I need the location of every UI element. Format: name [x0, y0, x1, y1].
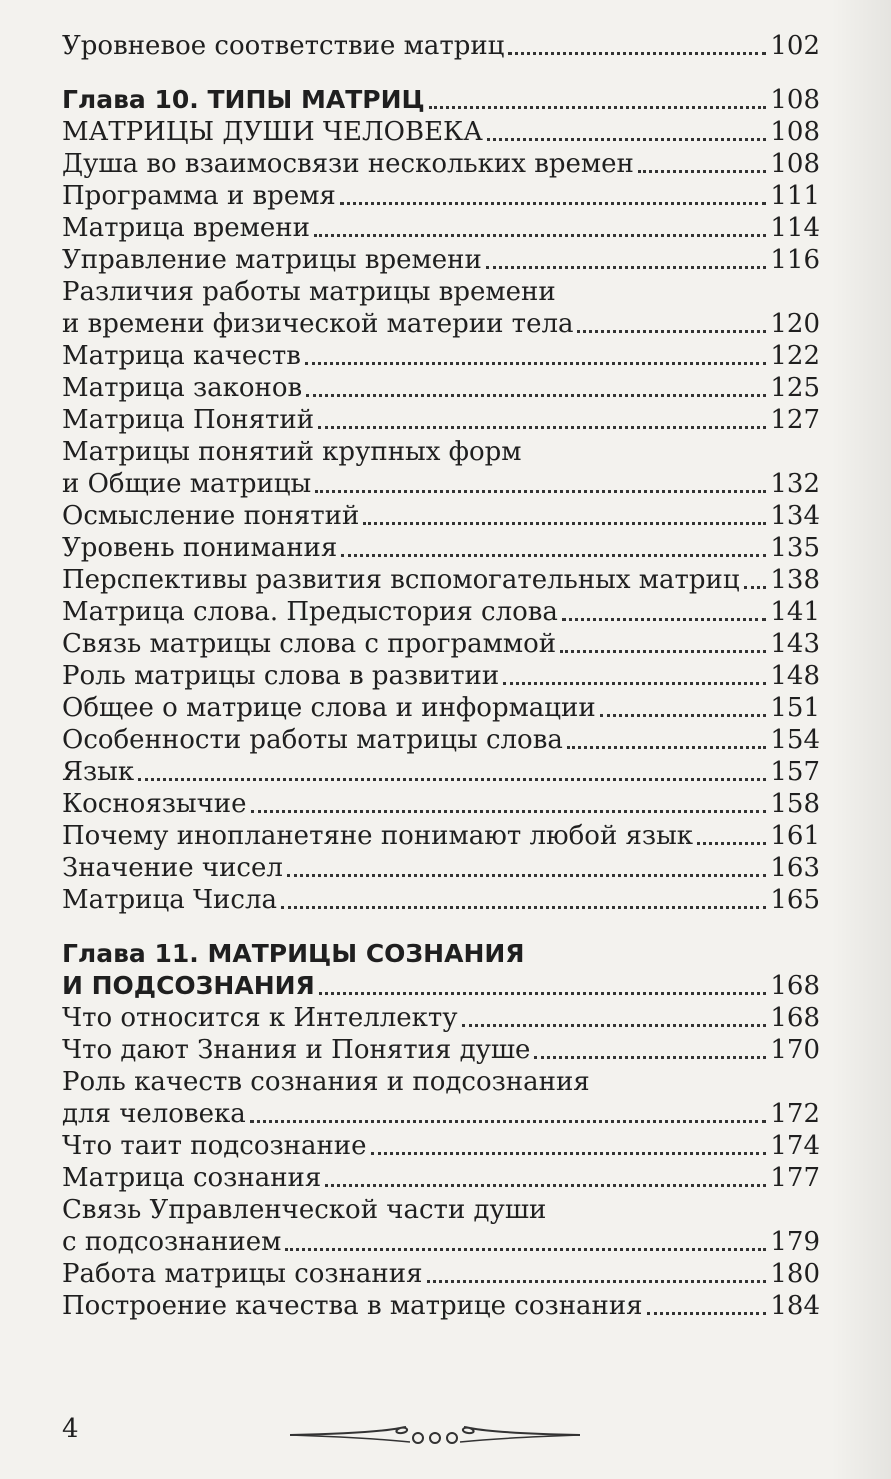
toc-entry-title: Матрица сознания: [62, 1163, 322, 1193]
toc-entry-title: Матрица законов: [62, 373, 303, 403]
dot-leader: [363, 522, 766, 525]
dot-leader: [314, 234, 766, 237]
toc-entry: [62, 180, 820, 212]
dot-leader: [287, 874, 766, 877]
dot-leader: [503, 682, 766, 685]
toc-page-number: 157: [770, 757, 820, 787]
toc-page-number: 174: [770, 1131, 820, 1161]
section-gap: [62, 62, 820, 84]
ornament-divider-icon: [290, 1420, 580, 1450]
toc-page-number: 168: [770, 1003, 820, 1033]
toc-entry: [62, 596, 820, 628]
toc-entry: [62, 532, 820, 564]
dot-leader: [744, 586, 767, 589]
toc-page-number: 143: [770, 629, 820, 659]
toc-page-number: 168: [770, 971, 820, 1001]
toc-entry: [62, 340, 820, 372]
toc-entry: [62, 308, 820, 340]
toc-entry: [62, 244, 820, 276]
dot-leader: [318, 426, 766, 429]
toc-entry: [62, 1290, 820, 1322]
dot-leader: [340, 202, 767, 205]
toc-entry: [62, 1226, 820, 1258]
toc-entry: [62, 692, 820, 724]
dot-leader: [562, 618, 766, 621]
toc-page-number: 125: [770, 373, 820, 403]
toc-entry-title-line: Различия работы матрицы времени: [62, 277, 556, 307]
dot-leader: [560, 650, 766, 653]
chapter-entry: [62, 84, 820, 116]
toc-page-number: 154: [770, 725, 820, 755]
toc-page-number: 141: [770, 597, 820, 627]
toc-entry-title: Матрица Числа: [62, 885, 277, 915]
dot-leader: [285, 1248, 766, 1251]
toc-entry-title: Что дают Знания и Понятия душе: [62, 1035, 531, 1065]
toc-entry-title: Общее о матрице слова и информации: [62, 693, 596, 723]
toc-page-number: 138: [770, 565, 820, 595]
dot-leader: [600, 714, 767, 717]
chapter-title: Глава 10. ТИПЫ МАТРИЦ: [62, 85, 425, 114]
toc-entry-title: Уровень понимания: [62, 533, 338, 563]
toc-entry-title: Матрица Понятий: [62, 405, 315, 435]
dot-leader: [251, 810, 767, 813]
dot-leader: [427, 1280, 767, 1283]
toc-entry: [62, 148, 820, 180]
dot-leader: [250, 1120, 767, 1123]
toc-entry: [62, 372, 820, 404]
chapter-heading-line: Глава 11. МАТРИЦЫ СОЗНАНИЯ: [62, 939, 525, 968]
dot-leader: [305, 362, 766, 365]
dot-leader: [306, 394, 766, 397]
toc-entry: [62, 30, 820, 62]
toc-page-number: 108: [770, 149, 820, 179]
toc-entry-title: Душа во взаимосвязи нескольких времен: [62, 149, 634, 179]
toc-entry-title: Роль матрицы слова в развитии: [62, 661, 500, 691]
toc-page-number: 108: [770, 85, 820, 115]
toc-entry-title: МАТРИЦЫ ДУШИ ЧЕЛОВЕКА: [62, 117, 483, 147]
toc-entry: [62, 1034, 820, 1066]
chapter-entry: [62, 970, 820, 1002]
toc-entry-title: Язык: [62, 757, 135, 787]
toc-entry-title: Значение чисел: [62, 853, 283, 883]
dot-leader: [371, 1152, 767, 1155]
toc-entry: [62, 1130, 820, 1162]
toc-page-number: 184: [770, 1291, 820, 1321]
toc-entry: [62, 564, 820, 596]
toc-entry-title: для человека: [62, 1099, 246, 1129]
toc-page-number: 108: [770, 117, 820, 147]
dot-leader: [487, 138, 766, 141]
dot-leader: [315, 490, 766, 493]
toc-entry-title: Осмысление понятий: [62, 501, 360, 531]
dot-leader: [319, 992, 767, 995]
toc-page-number: 170: [770, 1035, 820, 1065]
dot-leader: [486, 266, 767, 269]
dot-leader: [281, 906, 766, 909]
toc-entry: [62, 1098, 820, 1130]
toc-entry-title: Уровневое соответствие матриц: [62, 31, 505, 61]
toc-page-number: 163: [770, 853, 820, 883]
toc-page-number: 132: [770, 469, 820, 499]
toc-page-number: 127: [770, 405, 820, 435]
toc-entry-title: Управление матрицы времени: [62, 245, 482, 275]
toc-entry-title: Матрица качеств: [62, 341, 301, 371]
dot-leader: [534, 1056, 766, 1059]
page-edge-shade: [831, 0, 891, 1479]
toc-entry-title-line: Роль качеств сознания и подсознания: [62, 1067, 590, 1097]
toc-entry: [62, 404, 820, 436]
toc-page-number: 172: [770, 1099, 820, 1129]
toc-entry-title-line: Связь Управленческой части души: [62, 1195, 547, 1225]
toc-page-number: 111: [770, 181, 820, 211]
toc-entry-title: Работа матрицы сознания: [62, 1259, 423, 1289]
toc-entry: [62, 660, 820, 692]
toc-entry: [62, 1002, 820, 1034]
toc-page-number: 151: [770, 693, 820, 723]
dot-leader: [508, 52, 766, 55]
toc-entry: [62, 212, 820, 244]
toc-entry: [62, 884, 820, 916]
toc-entry-title: Матрица времени: [62, 213, 310, 243]
toc-entry: [62, 116, 820, 148]
toc-entry: [62, 756, 820, 788]
toc-entry-title: и Общие матрицы: [62, 469, 312, 499]
toc-page-number: 134: [770, 501, 820, 531]
toc-entry-title: с подсознанием: [62, 1227, 282, 1257]
toc-page-number: 158: [770, 789, 820, 819]
toc-entry-title: Что таит подсознание: [62, 1131, 367, 1161]
toc-page-number: 120: [770, 309, 820, 339]
dot-leader: [577, 330, 766, 333]
toc-page-number: 177: [770, 1163, 820, 1193]
section-gap: [62, 916, 820, 938]
toc-entry-title: Программа и время: [62, 181, 336, 211]
toc-entry-title: Почему инопланетяне понимают любой язык: [62, 821, 694, 851]
toc-entry-title: Перспективы развития вспомогательных матриц: [62, 565, 740, 595]
page-number: 4: [62, 1414, 79, 1444]
dot-leader: [138, 778, 766, 781]
dot-leader: [325, 1184, 766, 1187]
toc-entry-title: Построение качества в матрице сознания: [62, 1291, 643, 1321]
toc-entry-title-line: Матрицы понятий крупных форм: [62, 437, 522, 467]
toc-entry: [62, 1258, 820, 1290]
toc-entry-title: Особенности работы матрицы слова: [62, 725, 563, 755]
toc-entry: [62, 628, 820, 660]
toc-entry: [62, 852, 820, 884]
toc-page-number: 161: [770, 821, 820, 851]
toc-entry-title: Косноязычие: [62, 789, 247, 819]
dot-leader: [429, 106, 767, 109]
toc-page-number: 102: [770, 31, 820, 61]
toc-page-number: 180: [770, 1259, 820, 1289]
toc-entry-title: Связь матрицы слова с программой: [62, 629, 557, 659]
dot-leader: [697, 842, 766, 845]
toc-entry-title: Что относится к Интеллекту: [62, 1003, 458, 1033]
chapter-title: И ПОДСОЗНАНИЯ: [62, 971, 315, 1000]
toc-page-number: 116: [770, 245, 820, 275]
toc-page-number: 135: [770, 533, 820, 563]
toc-entry: [62, 724, 820, 756]
dot-leader: [462, 1024, 767, 1027]
table-of-contents: [62, 30, 820, 1322]
toc-page-number: 179: [770, 1227, 820, 1257]
dot-leader: [567, 746, 767, 749]
toc-page-number: 122: [770, 341, 820, 371]
dot-leader: [638, 170, 767, 173]
toc-page-number: 165: [770, 885, 820, 915]
toc-entry: [62, 468, 820, 500]
toc-entry-title: Матрица слова. Предыстория слова: [62, 597, 558, 627]
toc-page-number: 148: [770, 661, 820, 691]
toc-entry: [62, 788, 820, 820]
toc-entry: [62, 500, 820, 532]
toc-entry: [62, 820, 820, 852]
dot-leader: [341, 554, 766, 557]
toc-page-number: 114: [770, 213, 820, 243]
toc-entry: [62, 1162, 820, 1194]
toc-entry-title: и времени физической материи тела: [62, 309, 574, 339]
dot-leader: [647, 1312, 767, 1315]
